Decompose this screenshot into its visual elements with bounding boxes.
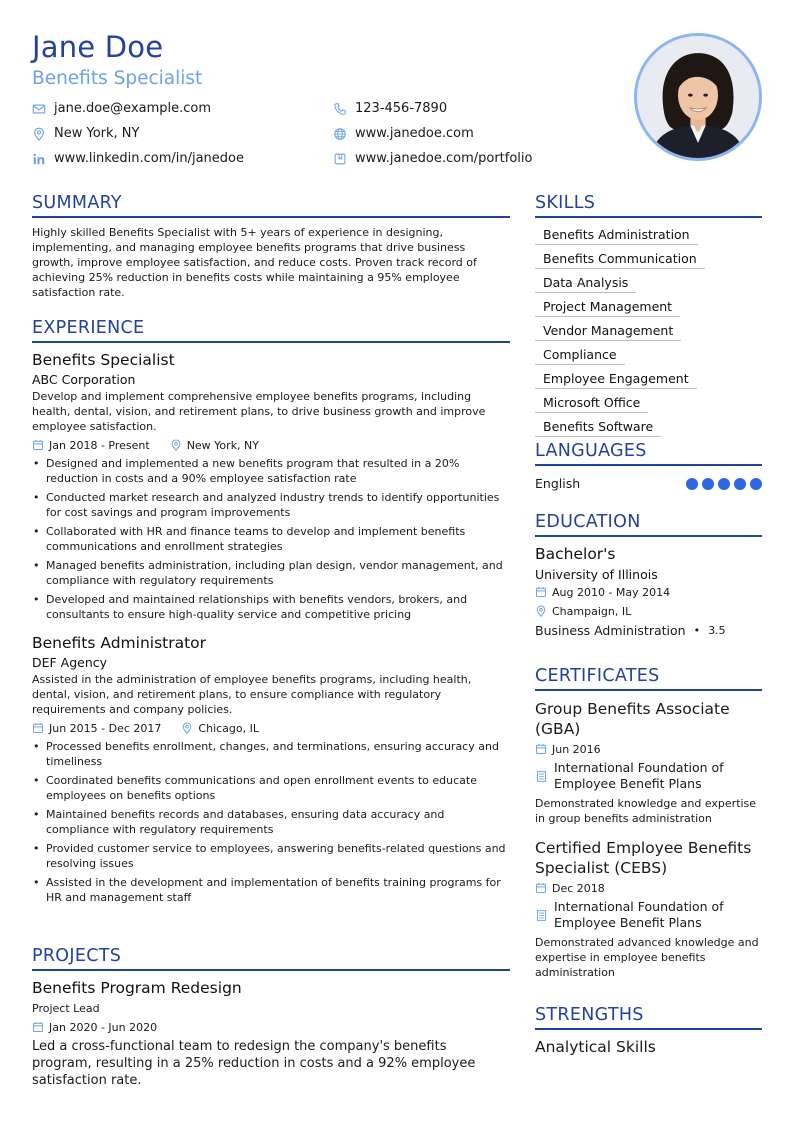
job-location bbox=[170, 439, 259, 452]
job-bullet: • Maintained benefits records and databases, ensuring data accuracy and compliance with regulatory requirements bbox=[32, 807, 510, 837]
job-location-text: Chicago, IL bbox=[198, 721, 259, 735]
skill-tag: Microsoft Office bbox=[535, 394, 648, 413]
linkedin-text: www.linkedin.com/in/janedoe bbox=[54, 151, 244, 166]
calendar-icon bbox=[32, 439, 44, 451]
job-bullets bbox=[32, 739, 510, 905]
certificate-issuer-text: International Foundation of Employee Benefit Plans bbox=[554, 760, 724, 791]
language-level-dot bbox=[702, 478, 714, 490]
certificates-heading: CERTIFICATES bbox=[535, 666, 762, 691]
certificate-entry bbox=[535, 838, 762, 980]
language-level-dot bbox=[686, 478, 698, 490]
job-bullet: • Processed benefits enrollment, changes, and terminations, ensuring accuracy and timeliness bbox=[32, 739, 510, 769]
job-role: Benefits Administrator bbox=[32, 634, 207, 652]
strength-item: Analytical Skills bbox=[535, 1038, 656, 1056]
candidate-name: Jane Doe bbox=[32, 30, 164, 64]
certificate-date-text: Dec 2018 bbox=[552, 881, 605, 895]
skill-tag: Compliance bbox=[535, 346, 625, 365]
project-description: Led a cross-functional team to redesign the company's benefits program, resulting in a 25% reduction in costs and a 92% employee satisfaction rate. bbox=[32, 1039, 476, 1088]
education-dates bbox=[535, 584, 762, 600]
location-pin-icon bbox=[181, 722, 193, 734]
job-bullet: • Developed and maintained relationships with benefits vendors, brokers, and consultants to ensure high-quality service and competitive pricing bbox=[32, 592, 510, 622]
education-gpa: 3.5 bbox=[708, 624, 726, 637]
bookmark-icon bbox=[333, 152, 347, 166]
certificate-date bbox=[535, 880, 762, 896]
education-section bbox=[535, 512, 762, 638]
job-dates-text: Jan 2018 - Present bbox=[49, 438, 150, 452]
summary-section bbox=[32, 193, 510, 300]
project-title: Benefits Program Redesign bbox=[32, 979, 242, 997]
education-heading: EDUCATION bbox=[535, 512, 762, 537]
certificates-section bbox=[535, 666, 762, 980]
job-description: Develop and implement comprehensive employee benefits programs, including health, dental, vision, and retirement plans, to drive business growth and improve employee satisfaction. bbox=[32, 390, 486, 433]
phone-text: 123-456-7890 bbox=[355, 101, 448, 116]
contact-linkedin[interactable] bbox=[32, 151, 244, 166]
profile-photo bbox=[634, 33, 762, 161]
skill-tag: Employee Engagement bbox=[535, 370, 697, 389]
job-bullet: • Collaborated with HR and finance teams to develop and implement benefits communications and enrollment strategies bbox=[32, 524, 510, 554]
bullet-separator: • bbox=[693, 624, 701, 637]
skills-section bbox=[535, 193, 762, 440]
job-dates-text: Jun 2015 - Dec 2017 bbox=[49, 721, 162, 735]
education-degree: Bachelor's bbox=[535, 545, 616, 563]
language-name: English bbox=[535, 476, 581, 491]
job-bullet: • Conducted market research and analyzed industry trends to identify opportunities for cost savings and program improvements bbox=[32, 490, 510, 520]
job-meta bbox=[32, 720, 510, 736]
project-dates-text: Jan 2020 - Jun 2020 bbox=[49, 1020, 158, 1034]
location-pin-icon bbox=[170, 439, 182, 451]
projects-section bbox=[32, 946, 510, 1089]
job-meta bbox=[32, 437, 510, 453]
certificate-issuer bbox=[535, 899, 762, 931]
institution-icon bbox=[535, 909, 548, 922]
language-level-dots bbox=[686, 478, 762, 490]
skill-tag: Benefits Administration bbox=[535, 226, 698, 245]
strengths-heading: STRENGTHS bbox=[535, 1005, 762, 1030]
job-company: DEF Agency bbox=[32, 655, 108, 670]
language-level-dot bbox=[718, 478, 730, 490]
language-level-dot bbox=[750, 478, 762, 490]
job-entry bbox=[32, 351, 510, 622]
certificate-issuer bbox=[535, 760, 762, 792]
strengths-section bbox=[535, 1005, 762, 1056]
experience-heading: EXPERIENCE bbox=[32, 318, 510, 343]
education-field: Business Administration bbox=[535, 623, 686, 638]
contact-website[interactable] bbox=[333, 126, 474, 141]
project-role: Project Lead bbox=[32, 1002, 100, 1015]
job-bullet: • Coordinated benefits communications and open enrollment events to educate employees on benefits options bbox=[32, 773, 510, 803]
certificate-description: Demonstrated knowledge and expertise in group benefits administration bbox=[535, 797, 757, 825]
location-pin-icon bbox=[32, 127, 46, 141]
skills-list bbox=[535, 224, 762, 440]
calendar-icon bbox=[32, 1021, 44, 1033]
certificate-description: Demonstrated advanced knowledge and expertise in employee benefits administration bbox=[535, 936, 759, 979]
project-dates bbox=[32, 1019, 510, 1035]
skill-tag: Benefits Communication bbox=[535, 250, 705, 269]
calendar-icon bbox=[535, 743, 547, 755]
experience-section bbox=[32, 318, 510, 909]
certificate-date bbox=[535, 741, 762, 757]
skill-tag: Vendor Management bbox=[535, 322, 681, 341]
projects-heading: PROJECTS bbox=[32, 946, 510, 971]
education-location bbox=[535, 603, 762, 619]
contact-location bbox=[32, 126, 139, 141]
job-location-text: New York, NY bbox=[186, 438, 259, 452]
job-description: Assisted in the administration of employee benefits programs, including health, dental, vision, and retirement plans, to ensure compliance with regulatory requirements and company policies. bbox=[32, 673, 472, 716]
contact-portfolio[interactable] bbox=[333, 151, 533, 166]
phone-icon bbox=[333, 102, 347, 116]
job-location bbox=[181, 722, 259, 735]
contact-email[interactable] bbox=[32, 101, 211, 116]
portfolio-text: www.janedoe.com/portfolio bbox=[355, 151, 533, 166]
job-dates bbox=[32, 722, 161, 735]
certificate-entry bbox=[535, 699, 762, 826]
calendar-icon bbox=[32, 722, 44, 734]
calendar-icon bbox=[535, 586, 547, 598]
job-entry bbox=[32, 634, 510, 905]
education-field-row bbox=[535, 623, 762, 638]
languages-section bbox=[535, 441, 762, 491]
contact-phone[interactable] bbox=[333, 101, 447, 116]
summary-text: Highly skilled Benefits Specialist with 5+ years of experience in designing, implementing, and managing employee benefits programs that drive business growth, improve employee satisfaction, and reduce costs. Proven track record of achieving 25% reduction in benefits costs while maintaining a 95% employee satisfaction rate. bbox=[32, 226, 477, 299]
education-location-text: Champaign, IL bbox=[552, 604, 632, 618]
job-bullet: • Assisted in the development and implementation of benefits training programs for HR and management staff bbox=[32, 875, 510, 905]
job-role: Benefits Specialist bbox=[32, 351, 175, 369]
candidate-title: Benefits Specialist bbox=[32, 68, 203, 89]
certificate-issuer-text: International Foundation of Employee Benefit Plans bbox=[554, 899, 724, 930]
certificate-date-text: Jun 2016 bbox=[552, 742, 601, 756]
summary-heading: SUMMARY bbox=[32, 193, 510, 218]
mail-icon bbox=[32, 102, 46, 116]
language-row bbox=[535, 476, 762, 491]
email-text: jane.doe@example.com bbox=[54, 101, 212, 116]
education-school: University of Illinois bbox=[535, 567, 658, 582]
job-company: ABC Corporation bbox=[32, 372, 136, 387]
globe-icon bbox=[333, 127, 347, 141]
skill-tag: Project Management bbox=[535, 298, 680, 317]
avatar-illustration bbox=[637, 36, 759, 158]
job-bullets bbox=[32, 456, 510, 622]
education-dates-text: Aug 2010 - May 2014 bbox=[552, 585, 671, 599]
website-text: www.janedoe.com bbox=[355, 126, 474, 141]
certificate-title: Certified Employee Benefits Specialist (CEBS) bbox=[535, 839, 752, 877]
job-bullet: • Designed and implemented a new benefits program that resulted in a 20% reduction in costs and a 90% employee satisfaction rate bbox=[32, 456, 510, 486]
job-bullet: • Managed benefits administration, including plan design, vendor management, and compliance with regulatory requirements bbox=[32, 558, 510, 588]
location-text: New York, NY bbox=[54, 126, 140, 141]
languages-heading: LANGUAGES bbox=[535, 441, 762, 466]
job-dates bbox=[32, 439, 150, 452]
skill-tag: Data Analysis bbox=[535, 274, 636, 293]
linkedin-icon bbox=[32, 152, 46, 166]
skills-heading: SKILLS bbox=[535, 193, 762, 218]
institution-icon bbox=[535, 770, 548, 783]
location-pin-icon bbox=[535, 605, 547, 617]
job-bullet: • Provided customer service to employees, answering benefits-related questions and resolving issues bbox=[32, 841, 510, 871]
certificate-title: Group Benefits Associate (GBA) bbox=[535, 700, 730, 738]
skill-tag: Benefits Software bbox=[535, 418, 661, 437]
language-level-dot bbox=[734, 478, 746, 490]
calendar-icon bbox=[535, 882, 547, 894]
